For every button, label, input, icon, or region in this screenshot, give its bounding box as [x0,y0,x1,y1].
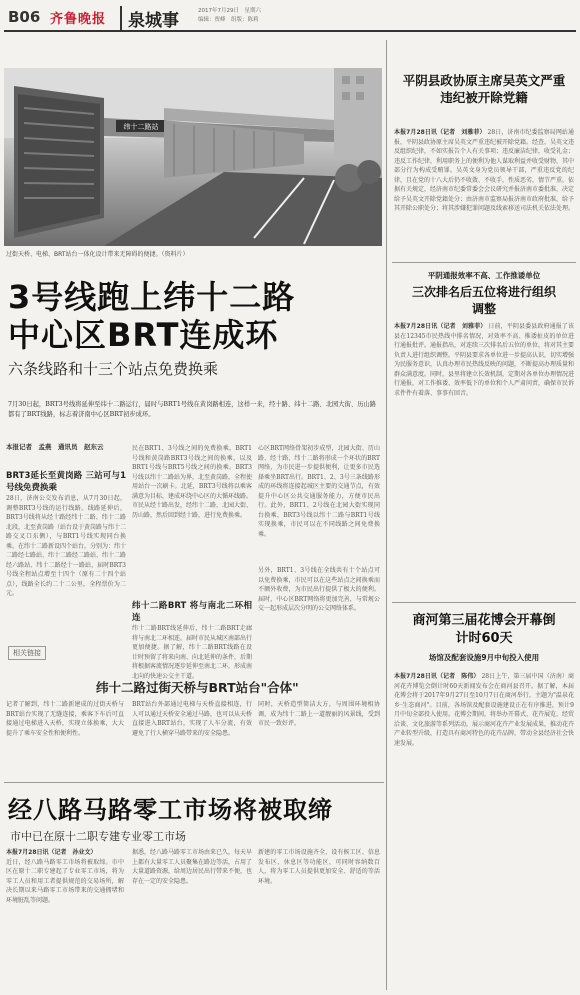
story2-column-1 [6,848,124,990]
main-column-3b [258,566,380,650]
brt-station-illustration [4,68,382,246]
main-column-1-text: 28日，济南公交发布消息，从7月30日起，调整BRT3号线的运行线路。线路延伸后，BRT3号线将从经十路经纬十二路、纬十二路北段，北至黄岗路（站台设于黄岗路与纬十二路交叉口东侧），与BRT1号线实现同台换乘。在纬十二路新设四个站台，分别为：纬十二路经七路站、纬十二路经二路站、纬十二路经六路站、纬十二路经十一路站，届时BRT3号线全程站点增至十四个（原有二十四个站点），线路全长约二十二公里，全程票价为二元。 [6,495,127,597]
story2-subhead: 市中已在原十二职专建专业零工市场 [10,830,186,843]
main-column-2b-text: 纬十二路BRT线延伸后，纬十二路BRT走廊将与南北二环相连，届时市民从城区南部出行更加便捷。据了解，纬十二路BRT线路在设计时预留了将来向南、向北延伸的条件，后期将根据客流情况逐步延伸至南北二环，形成南北向的快速公交主干道。 [132,625,253,680]
right-article-3-byline: 本报7月28日讯（记者 陈伟） [394,673,480,680]
main-column-3-text: 心区BRT网络骨架初步成型，北园大街、历山路、经十路、纬十二路将形成一个环状的BRT网络，为市民进一步提供便利，让更多市民选择乘坐BRT出行。BRT1、2、3号三条线路形成的环线将连接起城区主要的交通节点，有效提升中心区公共交通服务能力，方便市民出行。此外，BRT1、2号线在北园大街实现同台换乘，BRT3号线以纬十二路与BRT1号线实现换乘，市民可以在不同线路之间免费换乘。 [258,445,380,538]
right-article-1-headline: 平阴县政协原主席吴英文严重违纪被开除党籍 [402,73,566,105]
story2-column-3-text: 新建的零工市场设施齐全，设有候工区、信息发布区、休息区等功能区，可同时容纳数百人，将为零工人员提供更加安全、舒适的等活环境。 [258,849,380,885]
brt-station-photo [4,68,382,246]
main-column-2-text: 民在BRT1、3号线之间的免费换乘，BRT1号线和黄岗路BRT3号线之间的换乘，以及BRT1号线与BRT5号线之间的换乘。BRT3号线以纬十二路站为界，北至黄岗路，全程使用站台一次刷卡。北延，BRT3号线将以乘客满意为目标，建成环绕中心区的大循环线路。市民从经十路出发，经纬十二路、北园大街、历山路，然后回到经十路，进行免费换乘。 [132,445,253,519]
right-article-1-byline: 本报7月28日讯（记者 刘雅菲） [394,129,486,136]
story2-byline: 本报7月28日讯（记者 孙业文） [6,849,97,856]
story2-column-3 [258,848,380,990]
right-article-2-kicker: 平阴通报效率不高、工作推诿单位 [427,271,541,280]
masthead [4,4,576,32]
right-article-1-text: 28日，济南市纪委监察局网站通报，平阴县政协原主席吴英文严重违纪被开除党籍。经查，吴英文违反组织纪律，不如实报告个人有关事项；违反廉洁纪律，收受礼金；违反工作纪律，利用职务上的便利为他人谋取利益并收受财物，其中部分行为构成受贿罪。吴英文身为党员领导干部，严重违反党的纪律，且在党的十八大后仍不收敛、不收手，性质恶劣，情节严重。依据有关规定，经济南市纪委常委会会议研究并报济南市委批准，决定给予吴英文开除党籍处分；由济南市监察局报济南市政府批准，给予其开除公职处分；将其涉嫌犯罪问题及线索移送司法机关依法处理。 [394,129,575,212]
main-byline: 本报记者 孟燕 通讯员 赵东云 [6,443,104,451]
related-column-3 [258,700,380,778]
related-headline: 纬十二路过街天桥与BRT站台"合体" [96,680,299,695]
right-article-2-text: 日前，平阴县委县政府通报了该县在12345市民热线中排名情况，对效率不高、推诿扯皮的单位进行通报批评。通报指出，对连续三次排名后五位的单位，将对其主要负责人进行组织调整。平阴县要求各单位进一步提高认识，切实增强为民服务意识，认真办理市民热线反映的问题，不断提高办理质量和群众满意度。同时，县里将建立长效机制，定期对各单位办理情况进行通报，对工作推诿、效率低下的单位和个人严肃问责，确保市民诉求件件有着落、事事有回音。 [394,323,575,397]
photo-caption: 过街天桥、电梯、BRT站台一体化设计带来无障碍的便捷。（资料片） [6,251,189,258]
masthead-meta [198,7,261,25]
column-divider [386,40,387,990]
newspaper-logo: 齐鲁晚报 [50,12,107,27]
main-kicker-2: 纬十二路BRT 将与南北二环相连 [132,601,252,623]
right-article-3-headline: 商河第三届花博会开幕倒计时60天 [412,613,556,646]
editors: 编辑：贾峰 组版：陈莉 [198,17,259,23]
story2-column-1-text: 近日，经八路马路零工市场将被取缔。市中区在原十二职专建起了专业零工市场，将为零工人员和用工者提供规范的交易场所，解决长期以来马路零工市场带来的交通拥堵和环境脏乱等问题。 [6,858,124,904]
right-divider-1 [392,262,576,263]
main-column-2 [132,444,252,544]
main-lead: 7月30日起，BRT3号线将延伸至纬十二路运行，届时与BRT1号线在黄岗路相连，这样一来，经十路、纬十二路、北园大街、历山路都有了BRT线路，标志着济南中心区BRT初步成环。 [8,401,377,418]
right-article-1-body [394,128,574,253]
right-divider-2 [392,602,576,603]
headline-line-2: 中心区BRT连成环 [8,316,279,354]
right-article-3-subhead: 场馆及配套设施9月中旬投入使用 [428,653,540,662]
related-column-2 [132,700,252,778]
story2-column-2 [132,848,252,990]
main-headline [8,278,380,354]
page-number: B06 [8,8,41,26]
section-title: 泉城事 [120,6,179,31]
related-column-2-text: BRT站台外部通过电梯与天桥直接相连，行人可以通过天桥安全通过马路，也可以从天桥直接进入BRT站台，实现了人车分流，有效避免了行人横穿马路带来的安全隐患。 [132,701,253,737]
story2-headline: 经八路马路零工市场将被取缔 [8,796,333,824]
story2-column-2-text: 据悉，经八路马路零工市场由来已久，每天早上都有大量零工人员聚集在路边等活，占用了大量道路资源，给周边居民出行带来不便，也存在一定的安全隐患。 [132,849,253,885]
right-article-2-byline: 本报7月28日讯（记者 刘雅菲） [394,323,487,330]
main-column-3b-text: 另外，BRT1、3号线在全线共有十个站点可以免费换乘，市民可以在这些站点之间换乘而不额外收费，为市民出行提供了极大的便利。届时，中心区BRT网络将更加完善，与常规公交一起形成层次分明的公交网络体系。 [258,567,380,612]
right-article-2-headline: 三次排名后五位将进行组织调整 [411,285,556,316]
related-column-3-text: 同时，天桥造型简洁大方，与周围环境相协调，成为纬十二路上一道靓丽的风景线，受到市民一致好评。 [258,701,380,727]
main-column-1 [6,470,126,635]
related-column-1 [6,700,124,778]
section-divider [4,782,384,783]
station-sign: 纬十二路站 [123,123,159,131]
main-kicker: BRT3延长至黄岗路 三站可与1号线免费换乘 [6,471,126,493]
main-subhead: 六条线路和十三个站点免费换乘 [8,360,219,378]
issue-date: 2017年7月29日 星期六 [198,8,261,14]
main-column-2b [132,600,253,680]
related-column-1-text: 记者了解到，纬十二路新建成的过街天桥与BRT站台实现了无缝连接，乘客下车后可直接通过电梯进入天桥，实现立体换乘，大大提升了乘车安全性和便利性。 [6,701,124,737]
right-article-3-body [394,672,574,990]
related-tag: 相关链接 [8,646,46,660]
headline-line-1: 3号线跑上纬十二路 [8,278,296,316]
right-article-3-text: 28日上午，第三届中国（济南）商河花卉博览会倒计时60天新闻发布会在商河县召开。据了解，本届花博会将于2017年9月27日至10月7日在商河举行，主题为"温泉花乡·生态商河"。目前，各场馆及配套设施建设正在有序推进，预计9月中旬全部投入使用。花博会期间，将举办开幕式、花卉展览、经贸洽谈、文化旅游等系列活动，展示商河花卉产业发展成果，推动花卉产业转型升级，打造具有商河特色的花卉品牌，带动全县经济社会快速发展。 [394,673,575,747]
main-column-3 [258,444,380,564]
right-article-2-body [394,322,574,592]
